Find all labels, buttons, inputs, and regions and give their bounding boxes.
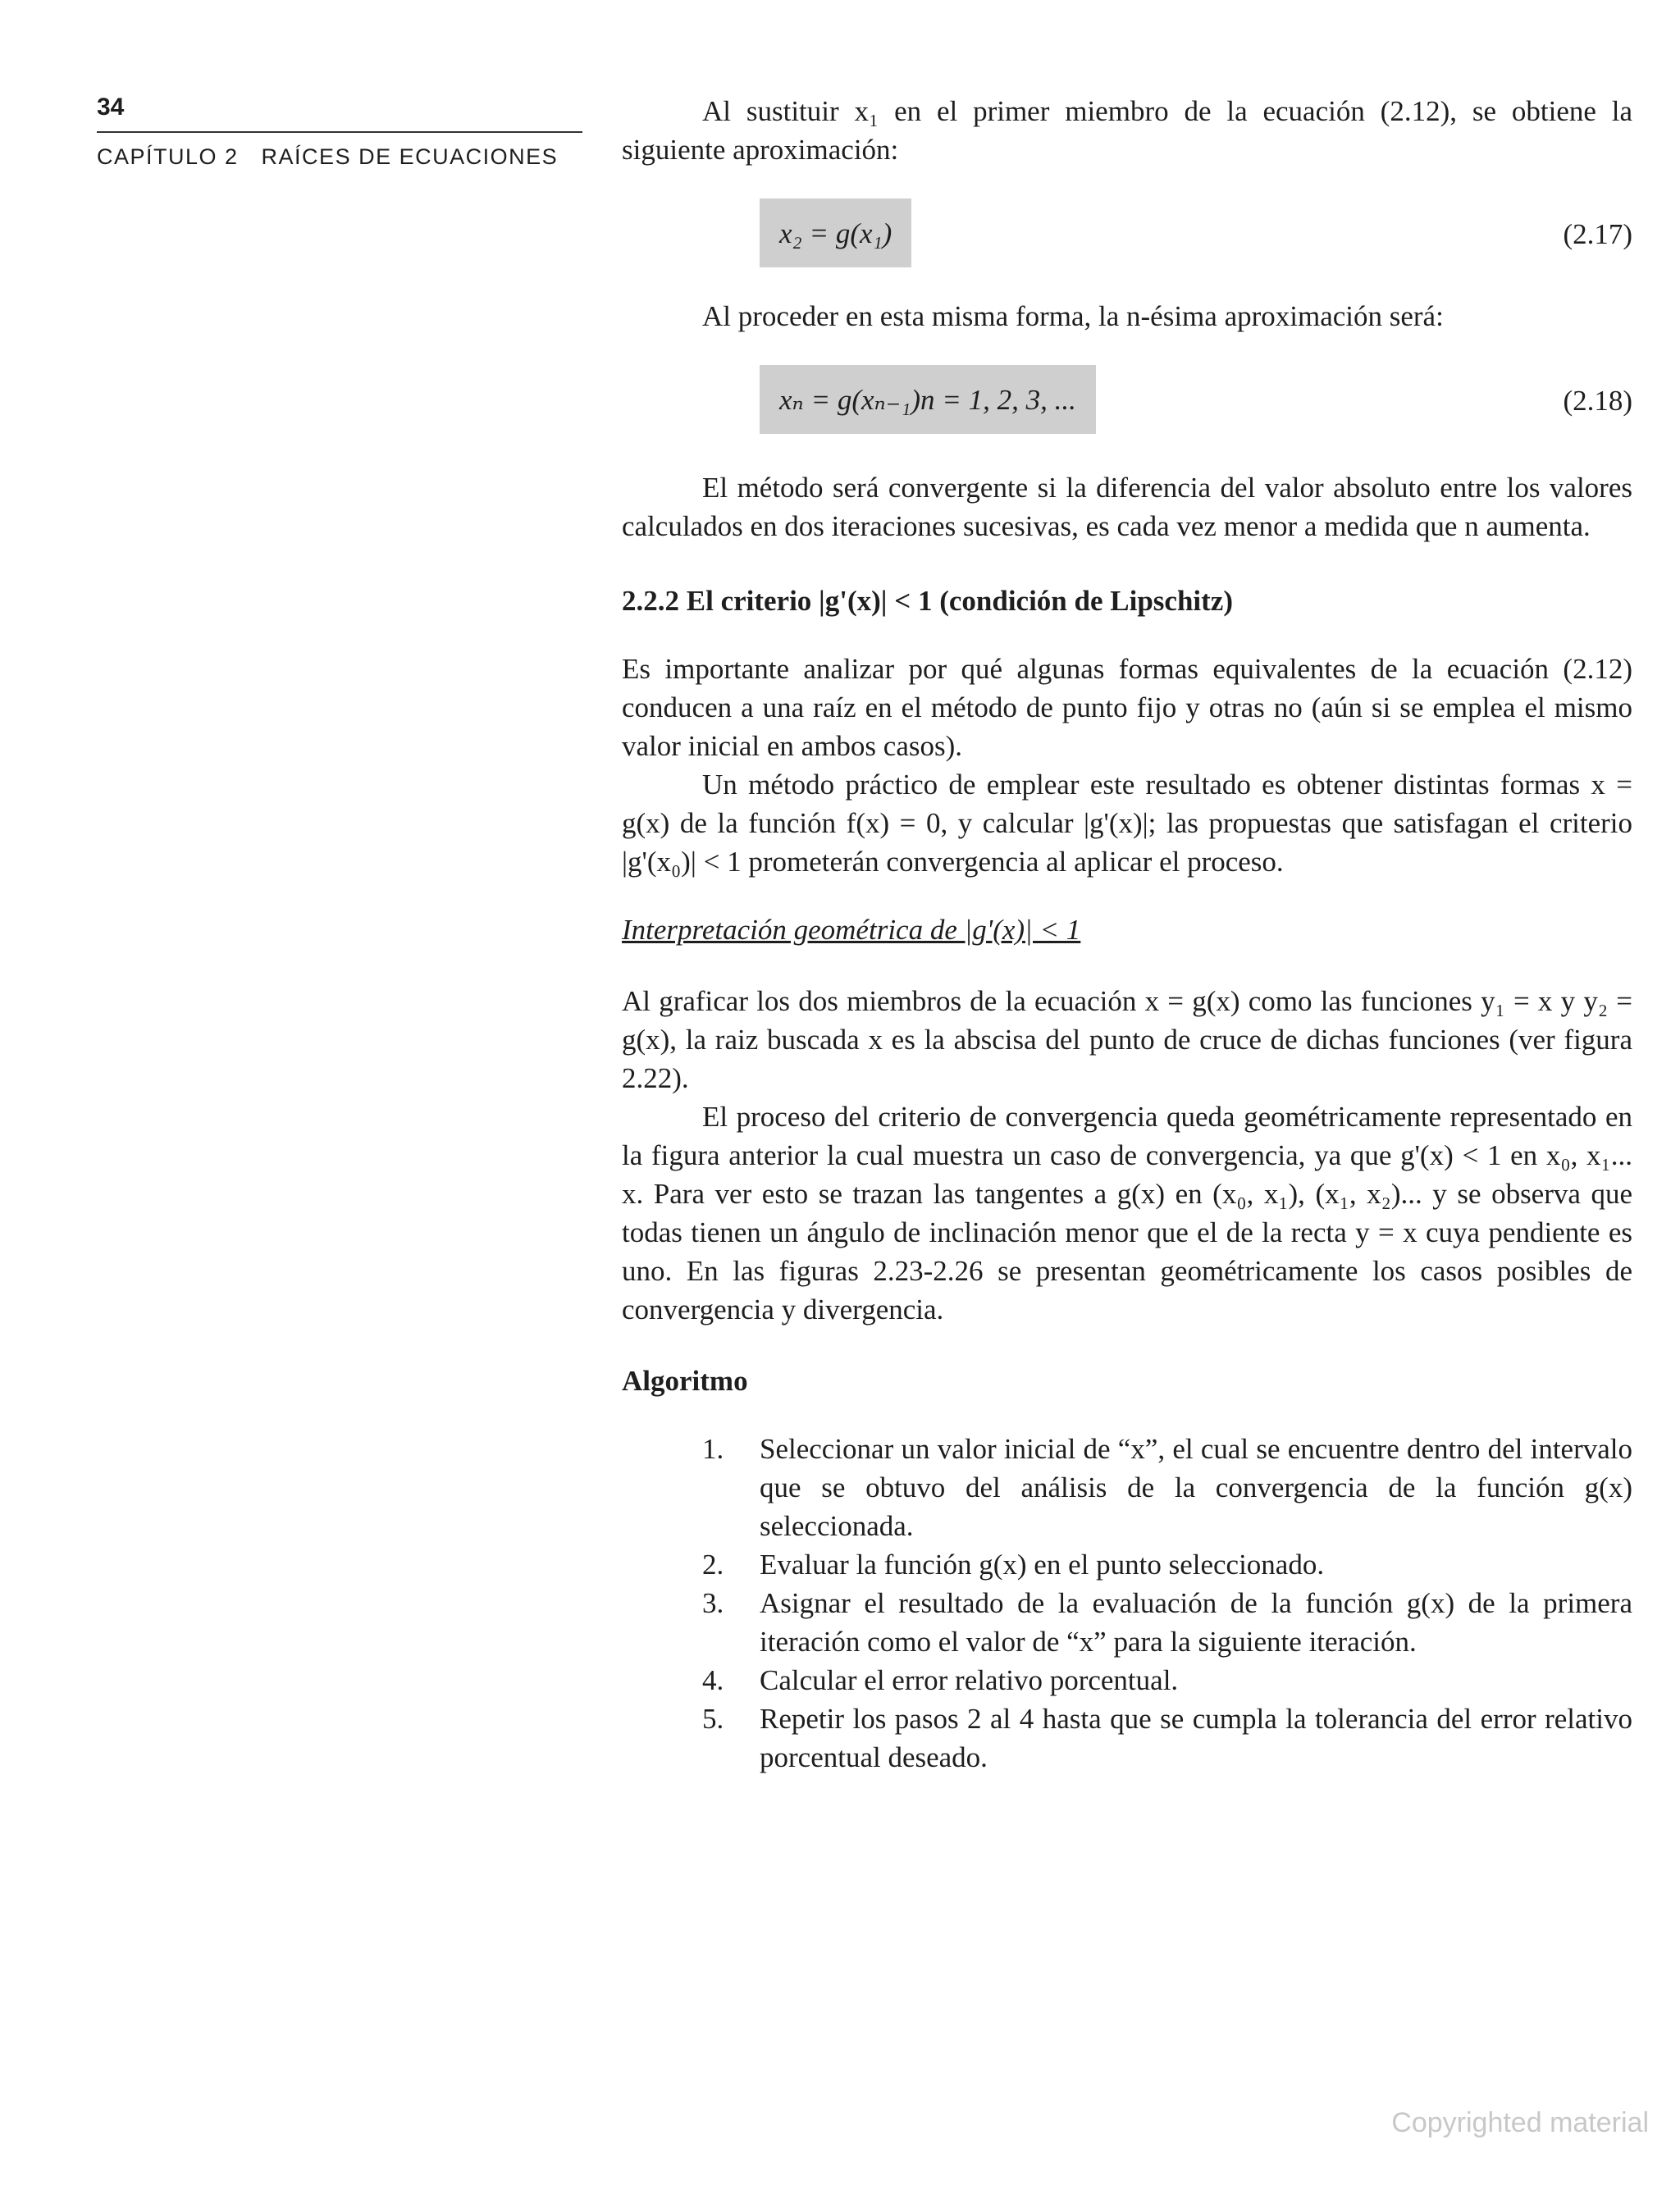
step-text: Repetir los pasos 2 al 4 hasta que se cumpla la tolerancia del error relativo porcentual deseado. bbox=[760, 1703, 1632, 1773]
algorithm-title: Algoritmo bbox=[622, 1365, 748, 1397]
convergence-paragraph: El método será convergente si la diferencia del valor absoluto entre los valores calculados en dos iteraciones sucesivas, es cada vez menor a medida que n aumenta. bbox=[622, 472, 1632, 542]
equation-2-17 bbox=[622, 198, 1632, 269]
section-heading: 2.2.2 El criterio |g'(x)| < 1 (condición de Lipschitz) bbox=[622, 585, 1233, 617]
importance-paragraph: Es importante analizar por qué algunas formas equivalentes de la ecuación (2.12) conducen a una raíz en el método de punto fijo y otras no (aún si se emplea el mismo valor inicial en ambos casos). bbox=[622, 653, 1632, 762]
algorithm-steps bbox=[622, 1430, 1632, 1777]
equation-2-18 bbox=[622, 365, 1632, 436]
main-text-column bbox=[622, 92, 1632, 1777]
algorithm-step bbox=[622, 1661, 1632, 1700]
step-text: Evaluar la función g(x) en el punto seleccionado. bbox=[760, 1549, 1325, 1581]
chapter-title: RAÍCES DE ECUACIONES bbox=[261, 144, 559, 169]
header-rule bbox=[97, 131, 582, 133]
nth-approximation-paragraph: Al proceder en esta misma forma, la n-ésima aproximación será: bbox=[702, 300, 1444, 332]
algorithm-step bbox=[622, 1584, 1632, 1661]
step-number: 5. bbox=[702, 1703, 724, 1735]
practical-method-paragraph: Un método práctico de emplear este resultado es obtener distintas formas x = g(x) de la función f(x) = 0, y calcular |g'(x)|; las propuestas que satisfagan el criterio |g'(x₀)| < 1 prometerán convergencia al aplicar el proceso. bbox=[622, 769, 1632, 878]
algorithm-step bbox=[622, 1700, 1632, 1777]
equation-number: (2.18) bbox=[1563, 385, 1632, 417]
step-number: 3. bbox=[702, 1587, 724, 1619]
algorithm-step bbox=[622, 1545, 1632, 1584]
algorithm-step bbox=[622, 1430, 1632, 1545]
geometric-interpretation-heading: Interpretación geométrica de |g'(x)| < 1 bbox=[622, 914, 1081, 946]
step-text: Asignar el resultado de la evaluación de la función g(x) de la primera iteración como el valor de “x” para la siguiente iteración. bbox=[760, 1587, 1632, 1658]
step-number: 4. bbox=[702, 1664, 724, 1696]
equation-box: x₂ = g(x₁) bbox=[760, 198, 911, 267]
running-header bbox=[97, 146, 558, 168]
step-text: Seleccionar un valor inicial de “x”, el cual se encuentre dentro del intervalo que se obtuvo del análisis de la convergencia de la función g(x) seleccionada. bbox=[760, 1433, 1632, 1542]
intro-paragraph: Al sustituir x₁ en el primer miembro de la ecuación (2.12), se obtiene la siguiente aproximación: bbox=[622, 95, 1632, 166]
step-text: Calcular el error relativo porcentual. bbox=[760, 1664, 1179, 1696]
equation-box: xₙ = g(xₙ₋₁)n = 1, 2, 3, ... bbox=[760, 365, 1096, 434]
copyright-watermark: Copyrighted material bbox=[1391, 2107, 1649, 2138]
step-number: 2. bbox=[702, 1549, 724, 1581]
chapter-number: CAPÍTULO 2 bbox=[97, 144, 239, 169]
step-number: 1. bbox=[702, 1433, 724, 1465]
equation-number: (2.17) bbox=[1563, 218, 1632, 250]
page-number: 34 bbox=[97, 94, 125, 121]
graph-paragraph: Al graficar los dos miembros de la ecuación x = g(x) como las funciones y₁ = x y y₂ = g(x), la raiz buscada x es la abscisa del punto de cruce de dichas funciones (ver figura 2.22). bbox=[622, 985, 1632, 1094]
process-paragraph: El proceso del criterio de convergencia queda geométricamente representado en la figura anterior la cual muestra un caso de convergencia, ya que g'(x) < 1 en x₀, x₁... x. Para ver esto se trazan las tangentes a g(x) en (x₀, x₁), (x₁, x₂)... y se observa que todas tienen un ángulo de inclinación menor que el de la recta y = x cuya pendiente es uno. En las figuras 2.23-2.26 se presentan geométricamente los casos posibles de convergencia y divergencia. bbox=[622, 1101, 1632, 1325]
